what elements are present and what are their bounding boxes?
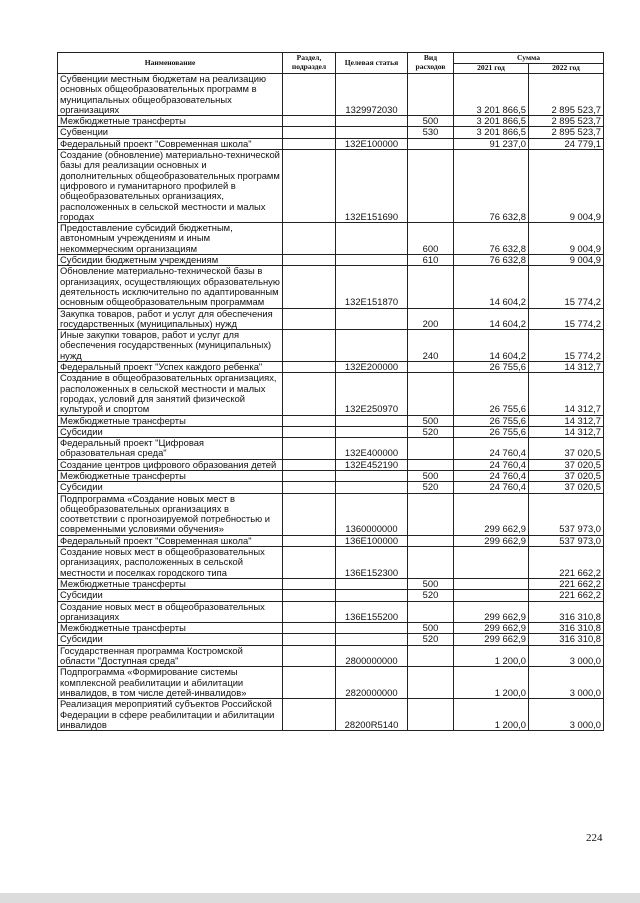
table-row — [58, 459, 604, 470]
cell-name: Предоставление субсидий бюджетным, автономным учреждениям и иным некоммерческим организациям — [58, 223, 283, 255]
cell-2021: 14 604,2 — [454, 330, 529, 362]
cell-2021: 299 662,9 — [454, 623, 529, 634]
cell-type: 240 — [408, 330, 454, 362]
table-row — [58, 223, 604, 255]
cell-target — [336, 255, 408, 266]
cell-section — [283, 150, 336, 223]
cell-2022: 3 000,0 — [529, 645, 604, 667]
header-target: Целевая статья — [336, 53, 408, 74]
cell-section — [283, 74, 336, 116]
cell-section — [283, 470, 336, 481]
cell-target — [336, 127, 408, 138]
cell-2022: 316 310,8 — [529, 634, 604, 645]
cell-name: Закупка товаров, работ и услуг для обеспечения государственных (муниципальных) нужд — [58, 308, 283, 330]
table-row — [58, 645, 604, 667]
cell-section — [283, 255, 336, 266]
table-row — [58, 266, 604, 308]
cell-type — [408, 493, 454, 535]
cell-2022: 14 312,7 — [529, 426, 604, 437]
cell-target — [336, 426, 408, 437]
cell-2022: 14 312,7 — [529, 362, 604, 373]
table-row — [58, 634, 604, 645]
cell-section — [283, 438, 336, 460]
table-body — [58, 74, 604, 731]
cell-target — [336, 482, 408, 493]
cell-name: Подпрограмма «Формирование системы комплексной реабилитации и абилитации инвалидов, в том числе детей-инвалидов» — [58, 667, 283, 699]
cell-2022: 37 020,5 — [529, 482, 604, 493]
scan-bottom-strip — [0, 893, 640, 903]
cell-name: Межбюджетные трансферты — [58, 578, 283, 589]
cell-section — [283, 590, 336, 601]
table-row — [58, 127, 604, 138]
cell-2022: 24 779,1 — [529, 138, 604, 149]
cell-section — [283, 547, 336, 579]
table-header — [58, 53, 604, 74]
cell-type — [408, 150, 454, 223]
cell-2022: 316 310,8 — [529, 623, 604, 634]
cell-section — [283, 645, 336, 667]
cell-target: 136E155200 — [336, 601, 408, 623]
cell-section — [283, 535, 336, 546]
cell-type — [408, 74, 454, 116]
table-row — [58, 138, 604, 149]
cell-type — [408, 373, 454, 415]
cell-2022: 2 895 523,7 — [529, 127, 604, 138]
cell-2022: 2 895 523,7 — [529, 116, 604, 127]
cell-type — [408, 438, 454, 460]
cell-2021: 14 604,2 — [454, 266, 529, 308]
cell-type: 520 — [408, 590, 454, 601]
cell-section — [283, 330, 336, 362]
table-row — [58, 590, 604, 601]
table-row — [58, 578, 604, 589]
cell-target — [336, 330, 408, 362]
table-row — [58, 493, 604, 535]
cell-section — [283, 634, 336, 645]
cell-target — [336, 223, 408, 255]
cell-section — [283, 127, 336, 138]
cell-name: Федеральный проект "Современная школа" — [58, 138, 283, 149]
cell-target: 1329972030 — [336, 74, 408, 116]
cell-2021: 76 632,8 — [454, 255, 529, 266]
cell-2022: 37 020,5 — [529, 459, 604, 470]
cell-section — [283, 138, 336, 149]
cell-name: Реализация мероприятий субъектов Российской Федерации в сфере реабилитации и абилитации инвалидов — [58, 699, 283, 731]
cell-2022: 9 004,9 — [529, 150, 604, 223]
cell-target: 132E151690 — [336, 150, 408, 223]
cell-name: Создание центров цифрового образования детей — [58, 459, 283, 470]
table-row — [58, 623, 604, 634]
cell-2022: 15 774,2 — [529, 308, 604, 330]
table-row — [58, 601, 604, 623]
cell-name: Субсидии — [58, 482, 283, 493]
cell-2022: 2 895 523,7 — [529, 74, 604, 116]
cell-section — [283, 373, 336, 415]
cell-section — [283, 459, 336, 470]
cell-2022: 37 020,5 — [529, 438, 604, 460]
cell-section — [283, 493, 336, 535]
cell-section — [283, 362, 336, 373]
cell-name: Субсидии бюджетным учреждениям — [58, 255, 283, 266]
cell-section — [283, 415, 336, 426]
cell-target — [336, 578, 408, 589]
table-row — [58, 255, 604, 266]
cell-2022: 37 020,5 — [529, 470, 604, 481]
cell-2021: 1 200,0 — [454, 645, 529, 667]
cell-target: 132E400000 — [336, 438, 408, 460]
cell-name: Субсидии — [58, 426, 283, 437]
cell-name: Субсидии — [58, 590, 283, 601]
header-type: Вид расходов — [408, 53, 454, 74]
cell-type — [408, 459, 454, 470]
cell-type: 520 — [408, 426, 454, 437]
cell-2022: 221 662,2 — [529, 578, 604, 589]
cell-name: Федеральный проект "Цифровая образовательная среда" — [58, 438, 283, 460]
cell-2021: 76 632,8 — [454, 150, 529, 223]
cell-type: 520 — [408, 634, 454, 645]
cell-target: 2820000000 — [336, 667, 408, 699]
cell-2021: 1 200,0 — [454, 699, 529, 731]
cell-target — [336, 308, 408, 330]
header-sum: Сумма — [454, 53, 604, 64]
cell-name: Создание в общеобразовательных организациях, расположенных в сельской местности и малых городах, условий для занятий физической культурой и спортом — [58, 373, 283, 415]
cell-2022: 14 312,7 — [529, 415, 604, 426]
table-row — [58, 116, 604, 127]
cell-2022: 221 662,2 — [529, 547, 604, 579]
cell-2021: 3 201 866,5 — [454, 127, 529, 138]
cell-2021: 3 201 866,5 — [454, 116, 529, 127]
cell-2021: 26 755,6 — [454, 426, 529, 437]
cell-2021: 299 662,9 — [454, 634, 529, 645]
cell-target — [336, 634, 408, 645]
cell-target — [336, 623, 408, 634]
cell-2021: 24 760,4 — [454, 438, 529, 460]
table-row — [58, 470, 604, 481]
cell-section — [283, 699, 336, 731]
cell-type: 530 — [408, 127, 454, 138]
cell-target: 132E151870 — [336, 266, 408, 308]
table-row — [58, 330, 604, 362]
cell-name: Обновление материально-технической базы в организациях, осуществляющих образовательную деятельность исключительно по адаптированным основным общеобразовательным программам — [58, 266, 283, 308]
cell-2022: 9 004,9 — [529, 255, 604, 266]
cell-type: 500 — [408, 116, 454, 127]
cell-name: Создание новых мест в общеобразовательных организациях, расположенных в сельской местности и поселках городского типа — [58, 547, 283, 579]
table-row — [58, 308, 604, 330]
cell-type — [408, 667, 454, 699]
cell-2021: 24 760,4 — [454, 470, 529, 481]
cell-2022: 15 774,2 — [529, 330, 604, 362]
cell-target: 132E452190 — [336, 459, 408, 470]
cell-section — [283, 601, 336, 623]
table-row — [58, 438, 604, 460]
cell-2022: 221 662,2 — [529, 590, 604, 601]
table-row — [58, 373, 604, 415]
cell-name: Межбюджетные трансферты — [58, 470, 283, 481]
cell-name: Иные закупки товаров, работ и услуг для обеспечения государственных (муниципальных) нужд — [58, 330, 283, 362]
cell-type — [408, 547, 454, 579]
table-row — [58, 667, 604, 699]
cell-section — [283, 223, 336, 255]
cell-target: 1360000000 — [336, 493, 408, 535]
cell-name: Межбюджетные трансферты — [58, 415, 283, 426]
cell-section — [283, 667, 336, 699]
header-2022: 2022 год — [529, 64, 604, 74]
cell-name: Субвенции — [58, 127, 283, 138]
budget-table — [57, 52, 604, 731]
cell-type — [408, 699, 454, 731]
cell-section — [283, 623, 336, 634]
cell-2021: 3 201 866,5 — [454, 74, 529, 116]
cell-2021: 299 662,9 — [454, 493, 529, 535]
cell-2022: 9 004,9 — [529, 223, 604, 255]
cell-type: 500 — [408, 578, 454, 589]
cell-name: Подпрограмма «Создание новых мест в общеобразовательных организациях в соответствии с прогнозируемой потребностью и современными условиями обучения» — [58, 493, 283, 535]
cell-name: Федеральный проект "Современная школа" — [58, 535, 283, 546]
cell-type: 200 — [408, 308, 454, 330]
cell-2021: 26 755,6 — [454, 362, 529, 373]
cell-2021: 24 760,4 — [454, 459, 529, 470]
cell-2021: 299 662,9 — [454, 535, 529, 546]
cell-section — [283, 482, 336, 493]
cell-target: 28200R5140 — [336, 699, 408, 731]
cell-2022: 3 000,0 — [529, 667, 604, 699]
cell-section — [283, 308, 336, 330]
cell-name: Межбюджетные трансферты — [58, 623, 283, 634]
cell-target — [336, 116, 408, 127]
cell-2021: 76 632,8 — [454, 223, 529, 255]
cell-type — [408, 601, 454, 623]
table-row — [58, 362, 604, 373]
cell-type: 500 — [408, 470, 454, 481]
cell-type: 520 — [408, 482, 454, 493]
table-row — [58, 535, 604, 546]
cell-target: 136E100000 — [336, 535, 408, 546]
cell-type — [408, 266, 454, 308]
cell-type: 600 — [408, 223, 454, 255]
cell-target — [336, 590, 408, 601]
cell-type: 500 — [408, 623, 454, 634]
cell-2022: 14 312,7 — [529, 373, 604, 415]
table-row — [58, 699, 604, 731]
cell-type: 500 — [408, 415, 454, 426]
cell-type — [408, 362, 454, 373]
cell-name: Создание новых мест в общеобразовательных организациях — [58, 601, 283, 623]
cell-name: Государственная программа Костромской области "Доступная среда" — [58, 645, 283, 667]
cell-2022: 15 774,2 — [529, 266, 604, 308]
table-row — [58, 150, 604, 223]
cell-target: 136E152300 — [336, 547, 408, 579]
cell-name: Субвенции местным бюджетам на реализацию основных общеобразовательных программ в муниципальных общеобразовательных организациях — [58, 74, 283, 116]
cell-target — [336, 470, 408, 481]
cell-name: Межбюджетные трансферты — [58, 116, 283, 127]
table-row — [58, 415, 604, 426]
cell-target: 132E200000 — [336, 362, 408, 373]
cell-section — [283, 578, 336, 589]
cell-name: Федеральный проект "Успех каждого ребенка" — [58, 362, 283, 373]
header-section: Раздел, подраздел — [283, 53, 336, 74]
cell-2021: 24 760,4 — [454, 482, 529, 493]
cell-name: Субсидии — [58, 634, 283, 645]
cell-target — [336, 415, 408, 426]
cell-type — [408, 138, 454, 149]
header-name: Наименование — [58, 53, 283, 74]
table-row — [58, 547, 604, 579]
page-number: 224 — [586, 832, 603, 844]
cell-2021: 26 755,6 — [454, 373, 529, 415]
cell-2021: 1 200,0 — [454, 667, 529, 699]
cell-type — [408, 535, 454, 546]
cell-2022: 316 310,8 — [529, 601, 604, 623]
cell-2021: 299 662,9 — [454, 601, 529, 623]
table-row — [58, 74, 604, 116]
cell-section — [283, 266, 336, 308]
cell-2021: 91 237,0 — [454, 138, 529, 149]
cell-2022: 3 000,0 — [529, 699, 604, 731]
cell-2022: 537 973,0 — [529, 535, 604, 546]
table-row — [58, 426, 604, 437]
cell-section — [283, 116, 336, 127]
cell-target: 132E250970 — [336, 373, 408, 415]
cell-target: 132E100000 — [336, 138, 408, 149]
header-2021: 2021 год — [454, 64, 529, 74]
table-row — [58, 482, 604, 493]
cell-section — [283, 426, 336, 437]
cell-2021: 14 604,2 — [454, 308, 529, 330]
cell-name: Создание (обновление) материально-технической базы для реализации основных и дополнительных общеобразовательных программ цифрового и гуманитарного профилей в общеобразовательных организациях, расположенных в сельской местности и малых городах — [58, 150, 283, 223]
cell-2022: 537 973,0 — [529, 493, 604, 535]
cell-2021 — [454, 547, 529, 579]
cell-2021 — [454, 590, 529, 601]
cell-type: 610 — [408, 255, 454, 266]
cell-2021: 26 755,6 — [454, 415, 529, 426]
cell-2021 — [454, 578, 529, 589]
cell-target: 2800000000 — [336, 645, 408, 667]
cell-type — [408, 645, 454, 667]
